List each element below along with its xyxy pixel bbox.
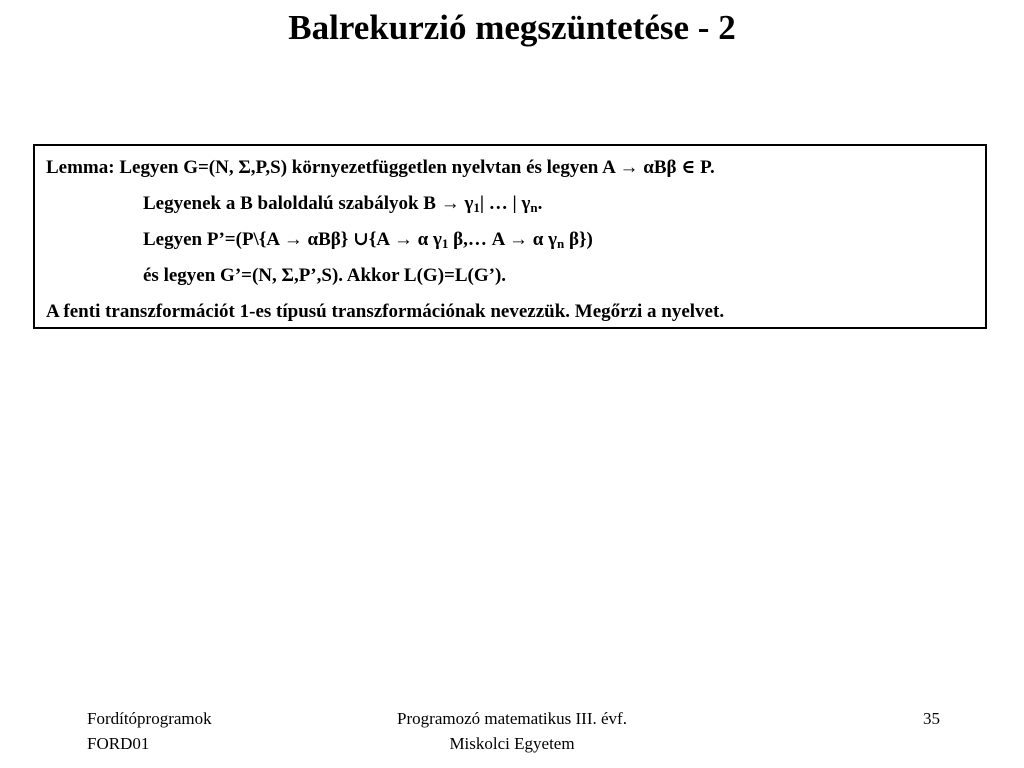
footer-page-number: 35 <box>923 709 940 728</box>
lemma-box <box>33 144 987 329</box>
lemma-rules-text: Legyenek a B baloldalú szabályok B → γ <box>143 193 474 214</box>
lemma-rules-mid: | … | γ <box>479 193 531 214</box>
lemma-new-productions-line <box>46 222 985 258</box>
footer-program-info <box>312 706 712 756</box>
lemma-new-productions-mid: β,… A → α γ <box>448 229 558 250</box>
lemma-rules-subscript-1: 1 <box>473 200 480 215</box>
lemma-statement-line: Lemma: Legyen G=(N, Σ,P,S) környezetfüggetlen nyelvtan és legyen A → αBβ ∈ P. <box>46 157 715 178</box>
footer-university: Miskolci Egyetem <box>449 734 575 753</box>
footer-course-name: Fordítóprogramok <box>87 709 212 728</box>
lemma-new-productions-text: Legyen P’=(P\{A → αBβ} ∪{A → α γ <box>143 229 442 250</box>
lemma-conclusion-line: és legyen G’=(N, Σ,P’,S). Akkor L(G)=L(G’). <box>143 265 507 286</box>
footer-course-info <box>87 706 212 756</box>
lemma-new-productions-subscript-1: 1 <box>441 236 449 251</box>
lemma-new-productions-end: β}) <box>564 229 593 250</box>
footer-program-name: Programozó matematikus III. évf. <box>397 709 627 728</box>
lemma-rules-line <box>46 186 985 222</box>
lemma-new-productions-subscript-n: n <box>557 236 565 251</box>
lemma-rules-subscript-n: n <box>530 200 538 215</box>
lemma-rules-end: . <box>537 193 543 214</box>
slide-title: Balrekurzió megszüntetése - 2 <box>288 8 736 47</box>
lemma-remark-line: A fenti transzformációt 1-es típusú transzformációnak nevezzük. Megőrzi a nyelvet. <box>46 301 725 322</box>
footer-course-code: FORD01 <box>87 734 150 753</box>
